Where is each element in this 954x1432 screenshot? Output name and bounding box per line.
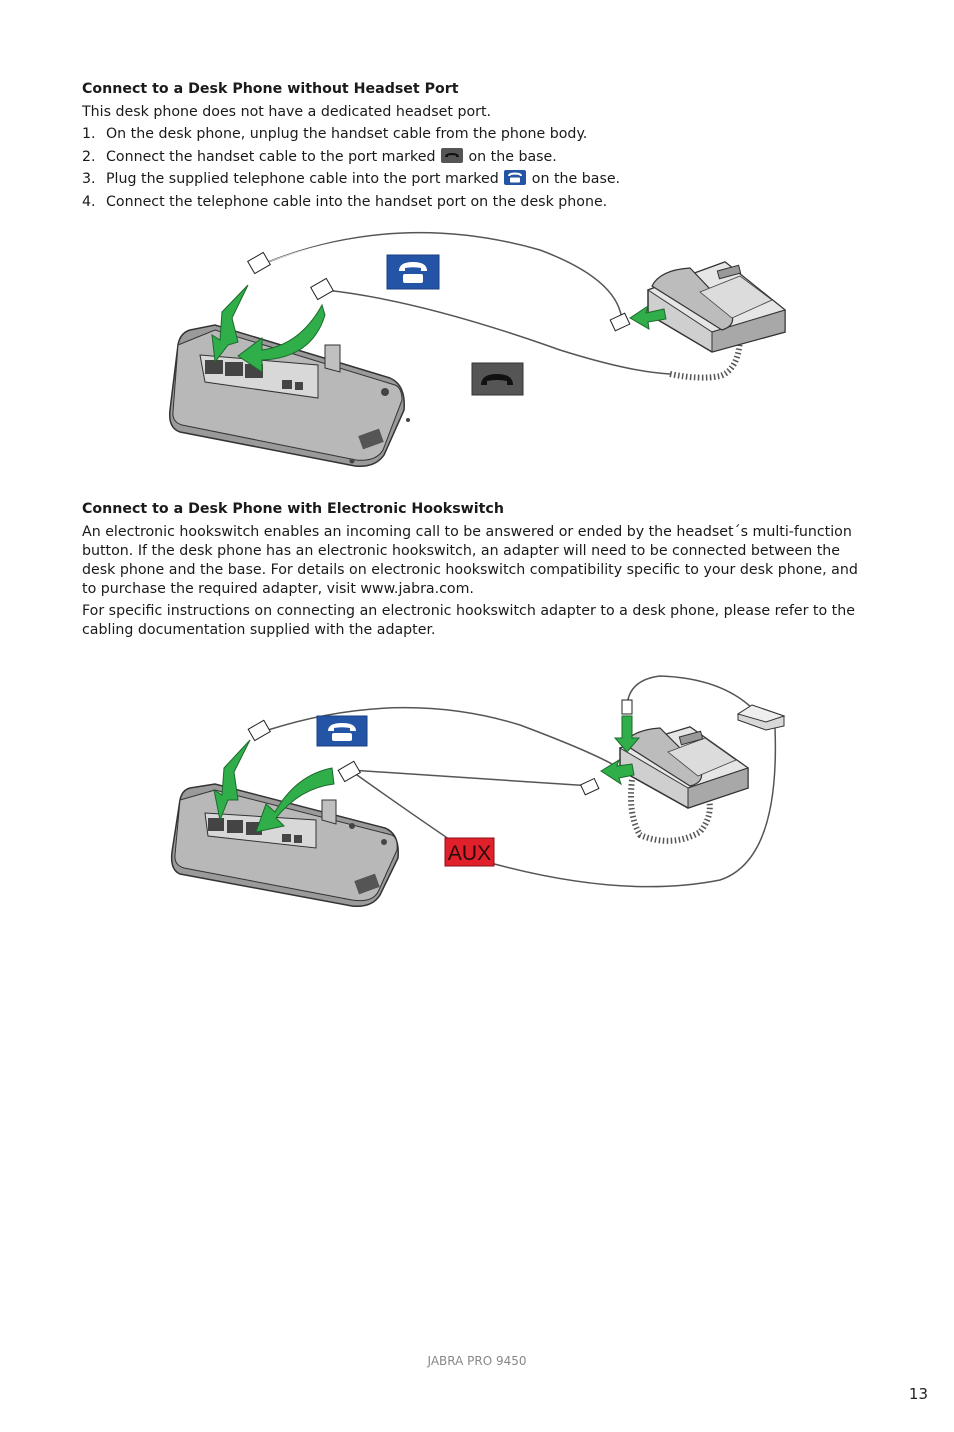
- rj-connector: [311, 278, 334, 299]
- section-electronic-hookswitch: [82, 500, 872, 643]
- step-number: 4.: [82, 193, 96, 210]
- adapter-cable: [627, 676, 752, 708]
- handset-port-icon: [441, 148, 463, 163]
- aux-label: AUX: [447, 842, 492, 865]
- step-item: [82, 125, 872, 144]
- section-no-headset-port: [82, 80, 872, 215]
- section-intro: This desk phone does not have a dedicated headset port.: [82, 104, 492, 120]
- step-item: [82, 170, 872, 189]
- handset-cable: [325, 290, 670, 374]
- hookswitch-adapter: [738, 705, 784, 730]
- aux-port-label: [445, 838, 494, 866]
- step-item: [82, 193, 872, 212]
- rj-connector: [248, 252, 271, 273]
- desk-phone: [648, 262, 785, 352]
- section-paragraph: For specific instructions on connecting an electronic hookswitch adapter to a desk phone, please refer to the cabling documentation supplied with the adapter.: [82, 603, 855, 638]
- step-number: 1.: [82, 126, 96, 142]
- step-text: Connect the handset cable to the port marked: [106, 148, 436, 165]
- diagram-desk-phone-electronic-hookswitch: [160, 665, 800, 915]
- step-item: [82, 148, 872, 167]
- rj-connector: [622, 700, 632, 714]
- step-text: on the base.: [531, 171, 621, 187]
- telephone-port-icon: [504, 170, 526, 185]
- rj-connector: [338, 761, 360, 781]
- section-paragraph: An electronic hookswitch enables an incoming call to be answered or ended by the headset´s multi-function button. If the desk phone has an electronic hookswitch, an adapter will need to be connected between the desk phone and the base. For details on electronic hookswitch compatibility specific to your desk phone, and to purchase the required adapter, visit www.jabra.com.: [82, 524, 858, 597]
- footer-product: JABRA PRO 9450: [427, 1354, 527, 1368]
- step-number: 2.: [82, 148, 96, 165]
- step-text: Connect the telephone cable into the handset port on the desk phone.: [106, 193, 608, 210]
- step-list: [82, 125, 872, 212]
- step-text: on the base.: [468, 148, 557, 165]
- rj-connector: [610, 313, 630, 331]
- rj-connector: [248, 720, 270, 740]
- telephone-port-icon: [387, 255, 439, 289]
- page-number: 13: [908, 1385, 928, 1403]
- section-heading: Connect to a Desk Phone without Headset Port: [82, 81, 459, 97]
- desk-phone: [620, 727, 748, 808]
- step-text: Plug the supplied telephone cable into the port marked: [106, 171, 499, 187]
- diagram-desk-phone-no-headset-port: [160, 230, 800, 470]
- handset-port-icon: [472, 363, 523, 395]
- step-text: On the desk phone, unplug the handset cable from the phone body.: [106, 126, 588, 142]
- telephone-port-icon: [317, 716, 367, 746]
- step-number: 3.: [82, 171, 96, 187]
- aux-cable: [350, 770, 592, 786]
- rj-connector: [581, 779, 599, 795]
- section-heading: Connect to a Desk Phone with Electronic Hookswitch: [82, 501, 504, 517]
